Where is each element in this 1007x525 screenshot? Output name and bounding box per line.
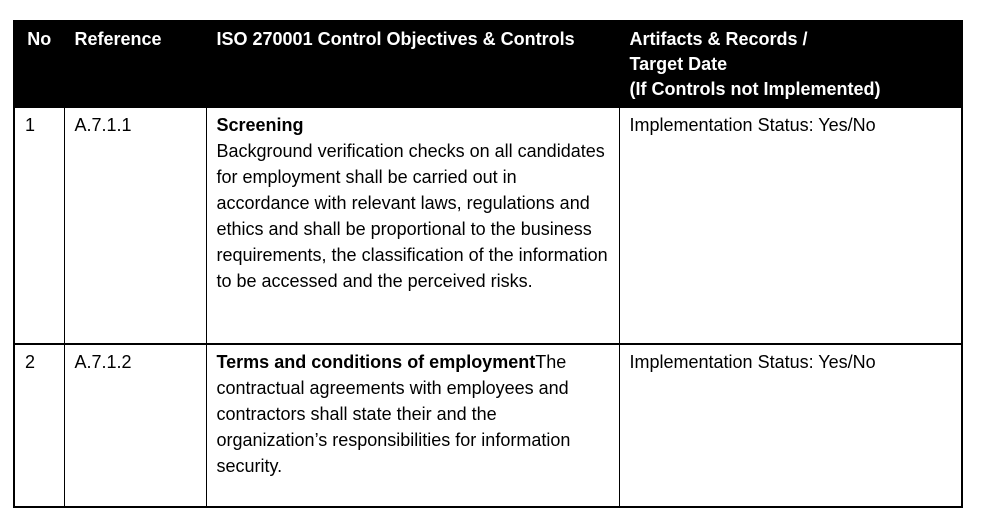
header-cell-no: No xyxy=(14,21,64,107)
reference-cell: A.7.1.1 xyxy=(64,107,206,344)
reference-cell: A.7.1.2 xyxy=(64,344,206,507)
table-row xyxy=(14,107,962,344)
header-row xyxy=(14,21,962,107)
artifacts-cell: Implementation Status: Yes/No xyxy=(619,344,962,507)
header-artifacts-line2: Target Date xyxy=(629,54,728,74)
iso-controls-table xyxy=(13,20,963,508)
control-cell xyxy=(206,344,619,507)
row-number: 1 xyxy=(14,107,64,344)
header-cell-controls: ISO 270001 Control Objectives & Controls xyxy=(206,21,619,107)
header-artifacts-line3: (If Controls not Implemented) xyxy=(629,79,881,99)
row-number: 2 xyxy=(14,344,64,507)
table-row xyxy=(14,344,962,507)
artifacts-cell: Implementation Status: Yes/No xyxy=(619,107,962,344)
control-cell xyxy=(206,107,619,344)
header-cell-reference: Reference xyxy=(64,21,206,107)
control-description: Background verification checks on all candidates for employment shall be carried out in accordance with relevant laws, regulations and ethics and shall be proportional to the business requirements, the classification of the information to be accessed and the perceived risks. xyxy=(216,141,608,291)
control-description: The contractual agreements with employees and contractors shall state their and the organization’s responsibilities for information security. xyxy=(216,352,571,476)
control-title: Terms and conditions of employment xyxy=(216,352,536,372)
header-cell-artifacts xyxy=(619,21,962,107)
control-title: Screening xyxy=(216,115,304,135)
header-artifacts-line1: Artifacts & Records / xyxy=(629,29,808,49)
